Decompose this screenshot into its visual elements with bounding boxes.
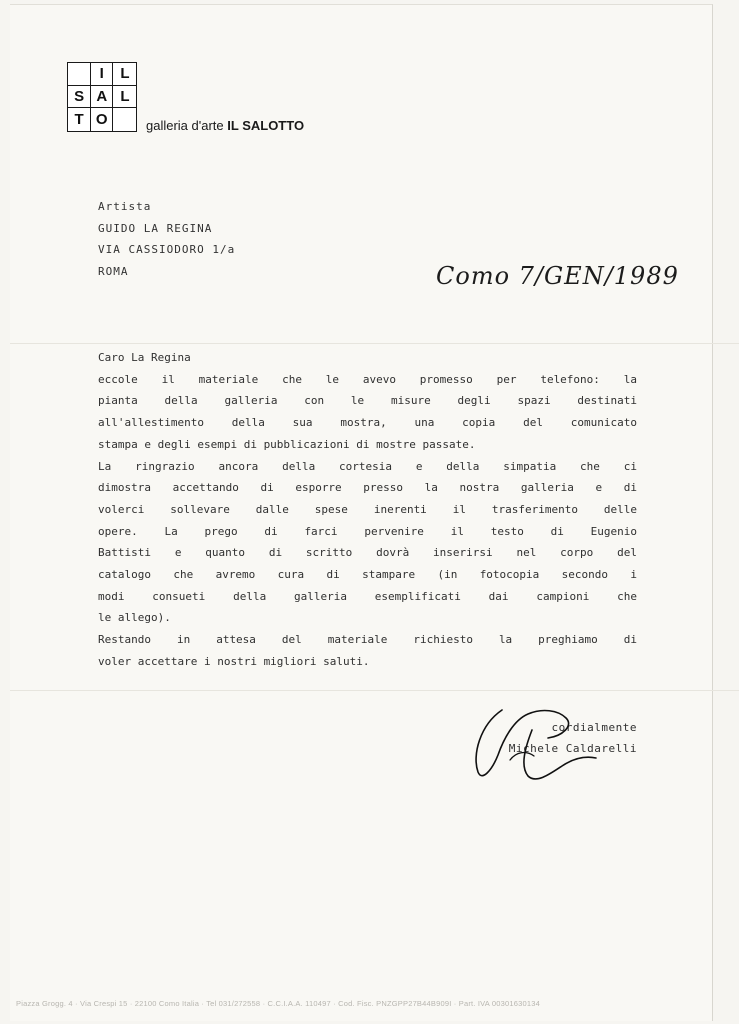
- address-line: GUIDO LA REGINA: [98, 221, 213, 235]
- gallery-name: galleria d'arte IL SALOTTO: [146, 118, 305, 133]
- letterhead-footer: Piazza Grogg. 4 · Via Crespi 15 · 22100 Como Italia · Tel 031/272558 · C.C.I.A.A. 110497 · Cod. Fisc. PNZGPP27B44B909I · Part. IVA 00301630134: [16, 999, 540, 1008]
- handwritten-date: Como 7/GEN/1989: [436, 262, 679, 290]
- closing-greeting: cordialmente: [551, 721, 637, 734]
- logo-cell: S: [68, 86, 91, 109]
- body-line: all'allestimento della sua mostra, una copia del comunicato: [98, 416, 637, 430]
- logo-cell: I: [91, 63, 114, 86]
- body-line: modi consueti della galleria esemplificati dai campioni che: [98, 589, 637, 603]
- body-line: pianta della galleria con le misure degli spazi destinati: [98, 394, 637, 408]
- body-line: eccole il materiale che le avevo promesso per telefono: la: [98, 372, 637, 386]
- body-line: volerci sollevare dalle spese inerenti il trasferimento delle: [98, 502, 637, 516]
- body-line: le allego).: [98, 611, 171, 625]
- body-line: Restando in attesa del materiale richiesto la preghiamo di: [98, 633, 637, 647]
- body-line: voler accettare i nostri migliori saluti.: [98, 654, 370, 668]
- body-line: opere. La prego di farci pervenire il testo di Eugenio: [98, 524, 637, 538]
- logo-cell: O: [91, 108, 114, 131]
- address-line: Artista: [98, 200, 152, 213]
- recipient-address: [98, 196, 235, 282]
- logo-cell: L: [113, 86, 136, 109]
- body-line: La ringrazio ancora della cortesia e della simpatia che ci: [98, 459, 637, 473]
- fold-line: [10, 690, 739, 691]
- gallery-logo: [67, 62, 137, 132]
- logo-cell: L: [113, 63, 136, 86]
- letter-body: [98, 347, 637, 673]
- salutation: Caro La Regina: [98, 351, 191, 364]
- logo-cell: T: [68, 108, 91, 131]
- body-line: catalogo che avremo cura di stampare (in fotocopia secondo i: [98, 568, 637, 582]
- body-line: Battisti e quanto di scritto dovrà inserirsi nel corpo del: [98, 546, 637, 560]
- handwritten-signature: [470, 700, 600, 790]
- body-line: dimostra accettando di esporre presso la nostra galleria e di: [98, 481, 637, 495]
- signer-name: Michele Caldarelli: [508, 742, 637, 755]
- logo-cell: [68, 63, 91, 86]
- address-line: ROMA: [98, 264, 129, 278]
- logo-cell: A: [91, 86, 114, 109]
- address-line: VIA CASSIODORO 1/a: [98, 243, 236, 256]
- body-line: stampa e degli esempi di pubblicazioni di mostre passate.: [98, 437, 476, 451]
- logo-cell: [113, 108, 136, 131]
- fold-line: [10, 343, 739, 344]
